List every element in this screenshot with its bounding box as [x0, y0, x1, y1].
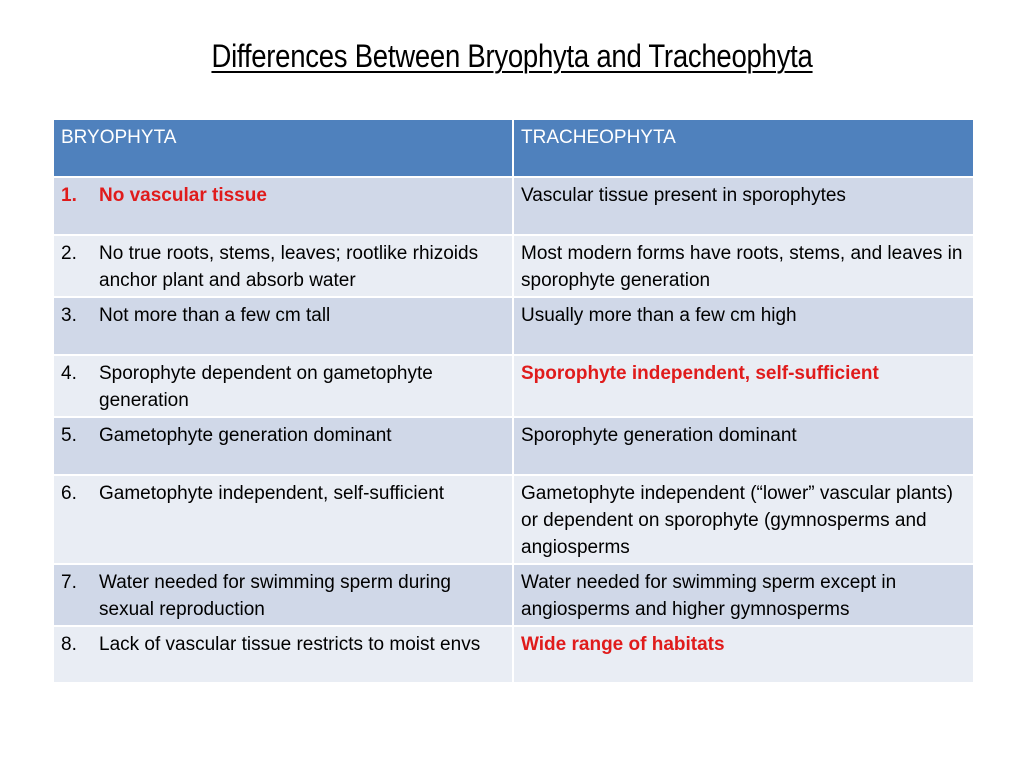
bryophyta-text: Lack of vascular tissue restricts to moist envs — [99, 634, 481, 655]
tracheophyta-cell — [513, 355, 974, 417]
table-row — [53, 626, 974, 683]
bryophyta-cell — [53, 417, 513, 475]
bryophyta-cell — [53, 177, 513, 235]
item-number: 3. — [61, 305, 77, 326]
tracheophyta-text: Water needed for swimming sperm except in angiosperms and higher gymnosperms — [521, 572, 897, 620]
tracheophyta-text: Sporophyte generation dominant — [521, 425, 797, 446]
bryophyta-text: Sporophyte dependent on gametophyte generation — [99, 363, 433, 411]
table-row — [53, 475, 974, 564]
item-number: 8. — [61, 634, 77, 655]
bryophyta-text: Water needed for swimming sperm during sexual reproduction — [99, 572, 451, 620]
tracheophyta-cell — [513, 235, 974, 297]
table-row — [53, 417, 974, 475]
header-bryophyta: BRYOPHYTA — [53, 119, 513, 177]
tracheophyta-cell — [513, 475, 974, 564]
item-number: 7. — [61, 572, 77, 593]
table-row — [53, 177, 974, 235]
bryophyta-cell — [53, 626, 513, 683]
bryophyta-cell — [53, 355, 513, 417]
table-row — [53, 564, 974, 626]
bryophyta-text: No vascular tissue — [99, 185, 267, 206]
bryophyta-cell — [53, 297, 513, 355]
slide-title: Differences Between Bryophyta and Tracheophyta — [211, 38, 813, 74]
bryophyta-text: Gametophyte generation dominant — [99, 425, 392, 446]
table-row — [53, 235, 974, 297]
item-number: 6. — [61, 483, 77, 504]
bryophyta-cell — [53, 235, 513, 297]
bryophyta-text: Not more than a few cm tall — [99, 305, 331, 326]
item-number: 1. — [61, 185, 77, 206]
comparison-table — [52, 118, 975, 684]
item-number: 5. — [61, 425, 77, 446]
tracheophyta-cell — [513, 626, 974, 683]
tracheophyta-text: Usually more than a few cm high — [521, 305, 797, 326]
tracheophyta-text: Wide range of habitats — [521, 634, 725, 655]
item-number: 4. — [61, 363, 77, 384]
tracheophyta-text: Vascular tissue present in sporophytes — [521, 185, 846, 206]
bryophyta-text: Gametophyte independent, self-sufficient — [99, 483, 445, 504]
header-tracheophyta: TRACHEOPHYTA — [513, 119, 974, 177]
table-header-row — [53, 119, 974, 177]
table-row — [53, 297, 974, 355]
bryophyta-cell — [53, 564, 513, 626]
bryophyta-text: No true roots, stems, leaves; rootlike rhizoids anchor plant and absorb water — [99, 243, 479, 291]
tracheophyta-cell — [513, 177, 974, 235]
tracheophyta-cell — [513, 417, 974, 475]
item-number: 2. — [61, 243, 77, 264]
tracheophyta-cell — [513, 297, 974, 355]
bryophyta-cell — [53, 475, 513, 564]
tracheophyta-text: Most modern forms have roots, stems, and leaves in sporophyte generation — [521, 243, 963, 291]
tracheophyta-text: Gametophyte independent (“lower” vascular plants) or dependent on sporophyte (gymnosperms and angiosperms — [521, 483, 953, 558]
tracheophyta-text: Sporophyte independent, self-sufficient — [521, 363, 879, 384]
tracheophyta-cell — [513, 564, 974, 626]
table-row — [53, 355, 974, 417]
